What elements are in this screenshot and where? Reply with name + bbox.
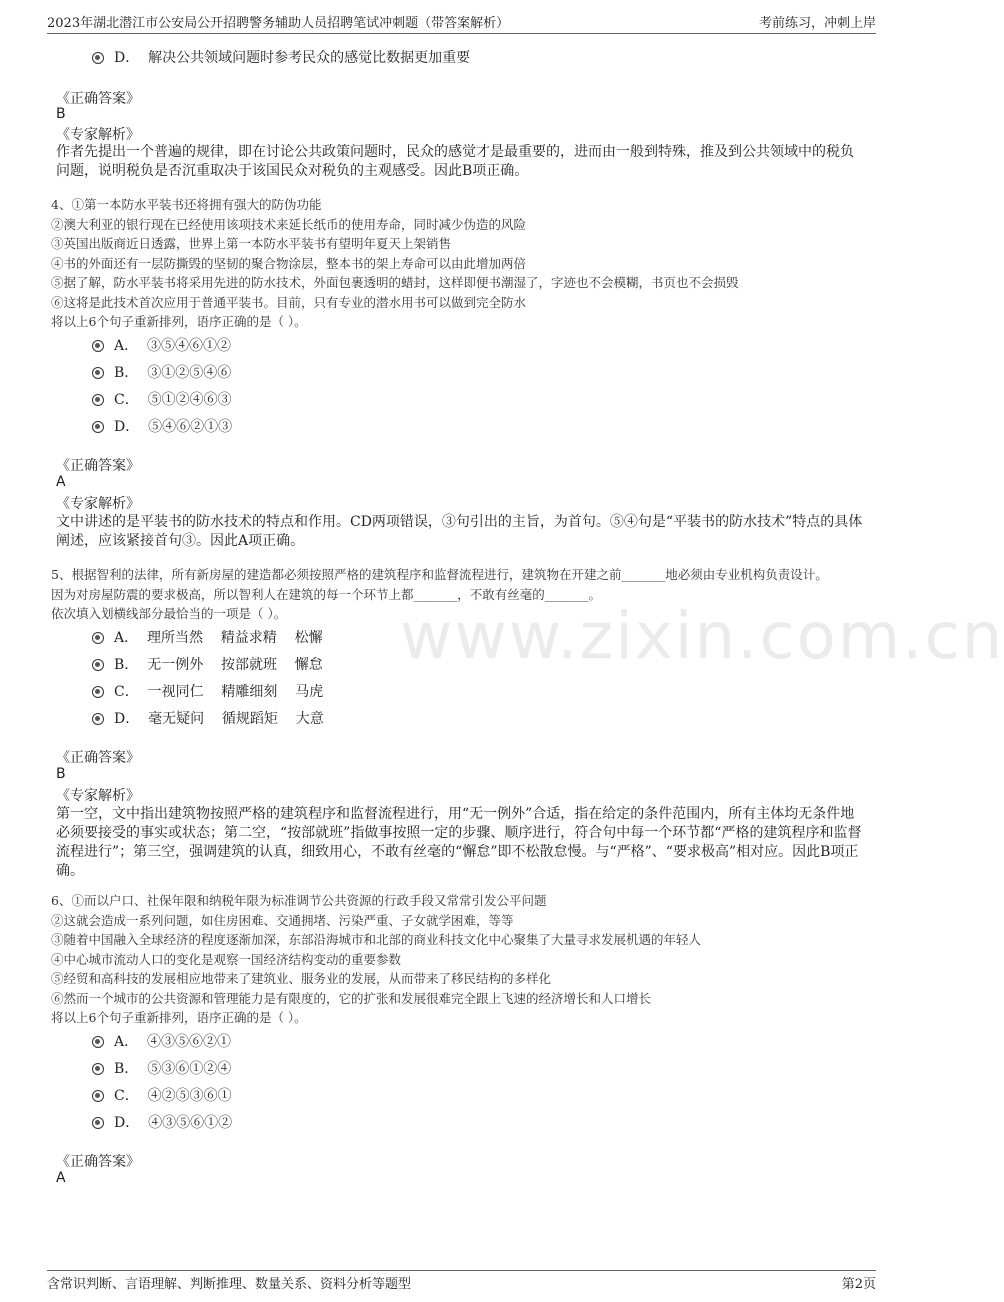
radio-icon[interactable]	[92, 421, 104, 433]
page-number: 第2页	[841, 1277, 876, 1292]
radio-icon[interactable]	[92, 52, 104, 64]
q5-option-a[interactable]	[92, 626, 323, 648]
option-label: A． 理所当然 精益求精 松懈	[114, 630, 323, 646]
q4-option-c[interactable]	[92, 388, 232, 410]
q3-analysis: 作者先提出一个普遍的规律，即在讨论公共政策问题时，民众的感觉才是最重要的，进而由一般到特殊，推及到公共领域中的税负问题，说明税负是否沉重取决于该国民众对税负的主观感受。因此B项正确。	[56, 144, 854, 179]
q6-option-a[interactable]	[92, 1030, 232, 1052]
watermark: www.zixin.com.cn	[400, 600, 1004, 674]
footer-topics: 含常识判断、言语理解、判断推理、数量关系、资料分析等题型	[47, 1277, 412, 1292]
q6-line: ②这就会造成一系列问题，如住房困难、交通拥堵、污染严重、子女就学困难，等等	[51, 912, 514, 928]
option-label: D． 毫无疑问 循规蹈矩 大意	[114, 711, 324, 727]
q4-option-a[interactable]	[92, 334, 232, 356]
q5-prompt: 依次填入划横线部分最恰当的一项是（ ）。	[51, 606, 287, 621]
option-label: C． ④②⑤③⑥①	[114, 1088, 232, 1104]
option-label: C． 一视同仁 精雕细刻 马虎	[114, 684, 324, 700]
q6-prompt: 将以上6个句子重新排列，语序正确的是（ ）。	[51, 1010, 307, 1025]
option-label: B． ⑤③⑥①②④	[114, 1061, 232, 1077]
option-label: B． 无一例外 按部就班 懈怠	[114, 657, 323, 673]
q3-analysis-heading: 《专家解析》	[56, 127, 140, 143]
q4-line: ⑤据了解，防水平装书将采用先进的防水技术，外面包裹透明的蜡封，这样即便书潮湿了，字迹也不会模糊，书页也不会损毁	[51, 275, 739, 290]
q6-line: ④中心城市流动人口的变化是观察一国经济结构变动的重要参数	[51, 951, 402, 967]
radio-icon[interactable]	[92, 1090, 104, 1102]
q4-answer: A	[56, 474, 66, 490]
q4-analysis-heading: 《专家解析》	[56, 496, 140, 512]
q3-answer: B	[56, 106, 66, 122]
header-slogan: 考前练习，冲刺上岸	[758, 16, 876, 31]
option-label: C． ⑤①②④⑥③	[114, 392, 232, 408]
q4-line: ③英国出版商近日透露，世界上第一本防水平装书有望明年夏天上架销售	[51, 236, 452, 251]
q5-answer-heading: 《正确答案》	[56, 750, 140, 766]
q4-option-d[interactable]	[92, 415, 233, 437]
option-label: D． ⑤④⑥②①③	[114, 419, 233, 435]
q6-answer: A	[56, 1170, 66, 1186]
q4-line: 4、①第一本防水平装书还将拥有强大的防伪功能	[51, 197, 322, 212]
q6-option-b[interactable]	[92, 1057, 232, 1079]
q5-line: 因为对房屋防震的要求极高，所以智利人在建筑的每一个环节上都_______，不敢有丝毫的_______。	[51, 586, 602, 602]
q5-answer: B	[56, 766, 66, 782]
radio-icon[interactable]	[92, 659, 104, 671]
q4-analysis: 文中讲述的是平装书的防水技术的特点和作用。CD两项错误，③句引出的主旨，为首句。⑤④句是“平装书的防水技术”特点的具体阐述，应该紧接首句③。因此A项正确。	[56, 514, 863, 549]
radio-icon[interactable]	[92, 1117, 104, 1129]
q6-option-c[interactable]	[92, 1084, 232, 1106]
page-footer	[47, 1270, 876, 1292]
q5-line: 5、根据智利的法律，所有新房屋的建造都必须按照严格的建筑程序和监督流程进行，建筑物在开建之前_______地必须由专业机构负责设计。	[51, 567, 828, 582]
radio-icon[interactable]	[92, 394, 104, 406]
q5-option-c[interactable]	[92, 680, 324, 702]
radio-icon[interactable]	[92, 367, 104, 379]
radio-icon[interactable]	[92, 686, 104, 698]
q4-line: ⑥这将是此技术首次应用于普通平装书。目前，只有专业的潜水用书可以做到完全防水	[51, 294, 527, 310]
q5-option-b[interactable]	[92, 653, 323, 675]
option-label: A． ③⑤④⑥①②	[114, 338, 232, 354]
q4-option-b[interactable]	[92, 361, 232, 383]
q4-line: ②澳大利亚的银行现在已经使用该项技术来延长纸币的使用寿命，同时减少伪造的风险	[51, 216, 527, 232]
option-label: D． 解决公共领域问题时参考民众的感觉比数据更加重要	[114, 50, 471, 66]
option-label: B． ③①②⑤④⑥	[114, 365, 232, 381]
radio-icon[interactable]	[92, 340, 104, 352]
q6-option-d[interactable]	[92, 1111, 233, 1133]
q3-option-d[interactable]	[92, 46, 471, 68]
radio-icon[interactable]	[92, 1063, 104, 1075]
q3-answer-heading: 《正确答案》	[56, 91, 140, 107]
q6-line: ③随着中国融入全球经济的程度逐渐加深，东部沿海城市和北部的商业科技文化中心聚集了大量寻求发展机遇的年轻人	[51, 932, 702, 947]
q4-prompt: 将以上6个句子重新排列，语序正确的是（ ）。	[51, 314, 307, 329]
page-header	[47, 10, 876, 34]
radio-icon[interactable]	[92, 713, 104, 725]
q6-line: 6、①而以户口、社保年限和纳税年限为标准调节公共资源的行政手段又常常引发公平问题	[51, 893, 547, 908]
q6-line: ⑥然而一个城市的公共资源和管理能力是有限度的，它的扩张和发展很难完全跟上飞速的经济增长和人口增长	[51, 990, 652, 1006]
q6-line: ⑤经贸和高科技的发展相应地带来了建筑业、服务业的发展，从而带来了移民结构的多样化	[51, 971, 552, 986]
option-label: D． ④③⑤⑥①②	[114, 1115, 233, 1131]
q4-line: ④书的外面还有一层防撕毁的坚韧的聚合物涂层，整本书的架上寿命可以由此增加两倍	[51, 255, 527, 271]
radio-icon[interactable]	[92, 1036, 104, 1048]
radio-icon[interactable]	[92, 632, 104, 644]
q4-answer-heading: 《正确答案》	[56, 458, 140, 474]
q6-answer-heading: 《正确答案》	[56, 1154, 140, 1170]
document-title: 2023年湖北潜江市公安局公开招聘警务辅助人员招聘笔试冲刺题（带答案解析）	[47, 16, 510, 31]
option-label: A． ④③⑤⑥②①	[114, 1034, 232, 1050]
q5-analysis-heading: 《专家解析》	[56, 788, 140, 804]
q5-option-d[interactable]	[92, 707, 324, 729]
q5-analysis: 第一空，文中指出建筑物按照严格的建筑程序和监督流程进行，用“无一例外”合适，指在给定的条件范围内，所有主体均无条件地必须要接受的事实或状态；第二空，“按部就班”指做事按照一定的步骤、顺序进行，符合句中每一个环节都“严格的建筑程序和监督流程进行”；第三空，强调建筑的认真，细致用心，不敢有丝毫的“懈怠”即不松散怠慢。与“严格”、“要求极高”相对应。因此B项正确。	[56, 806, 862, 879]
